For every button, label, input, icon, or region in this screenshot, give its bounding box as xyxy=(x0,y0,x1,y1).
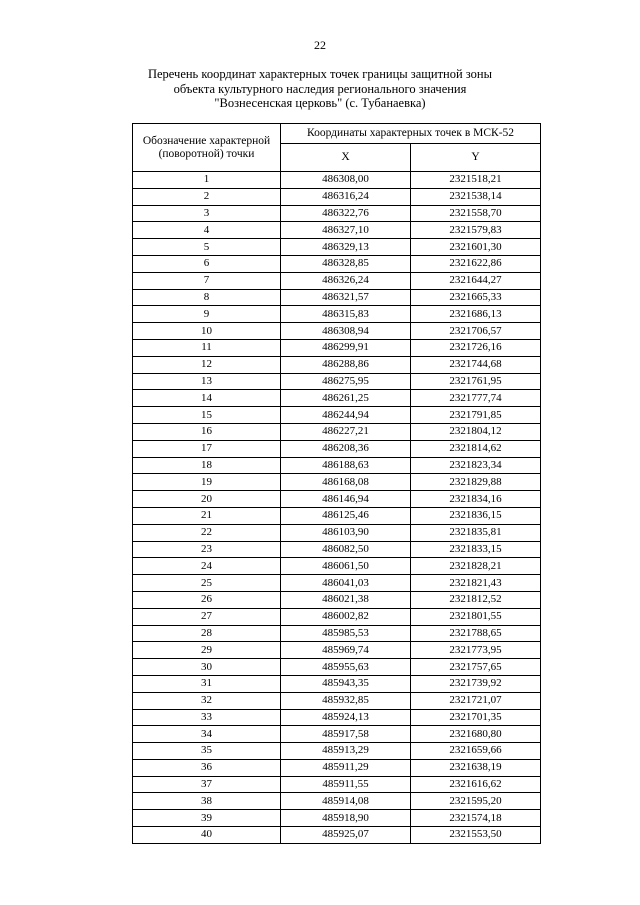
x-coordinate-cell: 486322,76 xyxy=(281,205,411,222)
point-number-cell: 23 xyxy=(133,541,281,558)
y-coordinate-cell: 2321538,14 xyxy=(411,188,541,205)
y-coordinate-cell: 2321777,74 xyxy=(411,390,541,407)
table-row xyxy=(133,222,541,239)
point-number-cell: 2 xyxy=(133,188,281,205)
table-row xyxy=(133,709,541,726)
table-row xyxy=(133,524,541,541)
point-number-cell: 10 xyxy=(133,323,281,340)
table-row xyxy=(133,323,541,340)
title-line-1: Перечень координат характерных точек границы защитной зоны xyxy=(147,67,493,81)
coordinates-table xyxy=(132,123,541,844)
y-coordinate-cell: 2321773,95 xyxy=(411,642,541,659)
y-coordinate-cell: 2321595,20 xyxy=(411,793,541,810)
x-coordinate-cell: 485911,29 xyxy=(281,759,411,776)
point-number-cell: 30 xyxy=(133,659,281,676)
y-coordinate-cell: 2321835,81 xyxy=(411,524,541,541)
y-coordinate-cell: 2321686,13 xyxy=(411,306,541,323)
table-row xyxy=(133,625,541,642)
x-coordinate-cell: 486188,63 xyxy=(281,457,411,474)
point-number-cell: 28 xyxy=(133,625,281,642)
table-row xyxy=(133,205,541,222)
x-coordinate-cell: 486168,08 xyxy=(281,474,411,491)
point-number-cell: 33 xyxy=(133,709,281,726)
table-row xyxy=(133,491,541,508)
x-coordinate-cell: 485924,13 xyxy=(281,709,411,726)
table-row xyxy=(133,642,541,659)
y-coordinate-cell: 2321836,15 xyxy=(411,507,541,524)
table-row xyxy=(133,172,541,189)
x-coordinate-cell: 485985,53 xyxy=(281,625,411,642)
coordinates-group-header: Координаты характерных точек в МСК-52 xyxy=(281,124,541,144)
x-coordinate-cell: 486329,13 xyxy=(281,239,411,256)
y-coordinate-cell: 2321757,65 xyxy=(411,659,541,676)
point-number-cell: 7 xyxy=(133,272,281,289)
x-coordinate-cell: 485932,85 xyxy=(281,692,411,709)
y-coordinate-cell: 2321726,16 xyxy=(411,339,541,356)
x-coordinate-cell: 486326,24 xyxy=(281,272,411,289)
y-coordinate-cell: 2321574,18 xyxy=(411,810,541,827)
x-coordinate-cell: 485914,08 xyxy=(281,793,411,810)
table-row xyxy=(133,474,541,491)
x-coordinate-cell: 486299,91 xyxy=(281,339,411,356)
table-row xyxy=(133,608,541,625)
y-coordinate-cell: 2321579,83 xyxy=(411,222,541,239)
x-coordinate-cell: 485969,74 xyxy=(281,642,411,659)
table-row xyxy=(133,726,541,743)
y-coordinate-cell: 2321788,65 xyxy=(411,625,541,642)
y-coordinate-cell: 2321801,55 xyxy=(411,608,541,625)
table-row xyxy=(133,591,541,608)
y-coordinate-cell: 2321665,33 xyxy=(411,289,541,306)
x-coordinate-cell: 486041,03 xyxy=(281,575,411,592)
table-row xyxy=(133,306,541,323)
table-row xyxy=(133,356,541,373)
y-coordinate-cell: 2321829,88 xyxy=(411,474,541,491)
table-row xyxy=(133,541,541,558)
title-line-3: "Вознесенская церковь" (с. Тубанаевка) xyxy=(214,96,426,110)
y-coordinate-cell: 2321812,52 xyxy=(411,591,541,608)
point-number-cell: 27 xyxy=(133,608,281,625)
table-row xyxy=(133,793,541,810)
x-coordinate-cell: 486328,85 xyxy=(281,255,411,272)
x-coordinate-cell: 486327,10 xyxy=(281,222,411,239)
point-number-cell: 6 xyxy=(133,255,281,272)
table-row xyxy=(133,759,541,776)
y-coordinate-cell: 2321518,21 xyxy=(411,172,541,189)
point-number-cell: 15 xyxy=(133,407,281,424)
x-coordinate-cell: 486103,90 xyxy=(281,524,411,541)
point-number-cell: 38 xyxy=(133,793,281,810)
x-coordinate-cell: 486316,24 xyxy=(281,188,411,205)
point-number-cell: 29 xyxy=(133,642,281,659)
y-coordinate-cell: 2321616,62 xyxy=(411,776,541,793)
point-number-cell: 32 xyxy=(133,692,281,709)
y-coordinate-cell: 2321823,34 xyxy=(411,457,541,474)
point-number-cell: 31 xyxy=(133,675,281,692)
point-number-cell: 21 xyxy=(133,507,281,524)
x-coordinate-cell: 486021,38 xyxy=(281,591,411,608)
y-coordinate-cell: 2321834,16 xyxy=(411,491,541,508)
point-number-cell: 16 xyxy=(133,423,281,440)
x-coordinate-cell: 486208,36 xyxy=(281,440,411,457)
point-number-cell: 22 xyxy=(133,524,281,541)
table-row xyxy=(133,239,541,256)
y-coordinate-cell: 2321721,07 xyxy=(411,692,541,709)
x-coordinate-cell: 486308,00 xyxy=(281,172,411,189)
point-number-cell: 18 xyxy=(133,457,281,474)
table-row xyxy=(133,440,541,457)
y-coordinate-cell: 2321701,35 xyxy=(411,709,541,726)
table-row xyxy=(133,675,541,692)
table-row xyxy=(133,390,541,407)
table-row xyxy=(133,423,541,440)
y-coordinate-cell: 2321814,62 xyxy=(411,440,541,457)
y-coordinate-cell: 2321558,70 xyxy=(411,205,541,222)
point-number-cell: 9 xyxy=(133,306,281,323)
table-row xyxy=(133,339,541,356)
x-coordinate-cell: 485917,58 xyxy=(281,726,411,743)
page-number: 22 xyxy=(314,38,326,52)
y-coordinate-cell: 2321739,92 xyxy=(411,675,541,692)
point-number-cell: 35 xyxy=(133,743,281,760)
point-number-cell: 24 xyxy=(133,558,281,575)
y-coordinate-cell: 2321833,15 xyxy=(411,541,541,558)
point-number-cell: 25 xyxy=(133,575,281,592)
y-column-header: Y xyxy=(411,144,541,172)
point-number-cell: 39 xyxy=(133,810,281,827)
point-number-cell: 36 xyxy=(133,759,281,776)
x-coordinate-cell: 485913,29 xyxy=(281,743,411,760)
y-coordinate-cell: 2321622,86 xyxy=(411,255,541,272)
x-coordinate-cell: 486321,57 xyxy=(281,289,411,306)
x-coordinate-cell: 486082,50 xyxy=(281,541,411,558)
x-coordinate-cell: 485925,07 xyxy=(281,827,411,844)
point-designation-header: Обозначение характерной (поворотной) точки xyxy=(133,124,281,172)
x-coordinate-cell: 486146,94 xyxy=(281,491,411,508)
table-row xyxy=(133,407,541,424)
y-coordinate-cell: 2321553,50 xyxy=(411,827,541,844)
y-coordinate-cell: 2321821,43 xyxy=(411,575,541,592)
x-coordinate-cell: 486308,94 xyxy=(281,323,411,340)
y-coordinate-cell: 2321680,80 xyxy=(411,726,541,743)
point-number-cell: 8 xyxy=(133,289,281,306)
x-coordinate-cell: 486288,86 xyxy=(281,356,411,373)
table-row xyxy=(133,692,541,709)
x-coordinate-cell: 486315,83 xyxy=(281,306,411,323)
y-coordinate-cell: 2321804,12 xyxy=(411,423,541,440)
y-coordinate-cell: 2321659,66 xyxy=(411,743,541,760)
y-coordinate-cell: 2321638,19 xyxy=(411,759,541,776)
table-row xyxy=(133,457,541,474)
table-row xyxy=(133,507,541,524)
x-coordinate-cell: 486244,94 xyxy=(281,407,411,424)
point-number-cell: 3 xyxy=(133,205,281,222)
point-number-cell: 40 xyxy=(133,827,281,844)
point-number-cell: 34 xyxy=(133,726,281,743)
y-coordinate-cell: 2321644,27 xyxy=(411,272,541,289)
table-row xyxy=(133,272,541,289)
point-number-cell: 13 xyxy=(133,373,281,390)
table-row xyxy=(133,575,541,592)
table-row xyxy=(133,289,541,306)
x-coordinate-cell: 485955,63 xyxy=(281,659,411,676)
table-row xyxy=(133,827,541,844)
table-row xyxy=(133,373,541,390)
table-row xyxy=(133,776,541,793)
x-coordinate-cell: 485943,35 xyxy=(281,675,411,692)
x-coordinate-cell: 485918,90 xyxy=(281,810,411,827)
point-number-cell: 37 xyxy=(133,776,281,793)
document-title xyxy=(100,67,540,111)
point-number-cell: 17 xyxy=(133,440,281,457)
table-row xyxy=(133,255,541,272)
point-number-cell: 1 xyxy=(133,172,281,189)
table-row xyxy=(133,810,541,827)
y-coordinate-cell: 2321761,95 xyxy=(411,373,541,390)
x-column-header: X xyxy=(281,144,411,172)
y-coordinate-cell: 2321744,68 xyxy=(411,356,541,373)
x-coordinate-cell: 486061,50 xyxy=(281,558,411,575)
y-coordinate-cell: 2321828,21 xyxy=(411,558,541,575)
point-number-cell: 19 xyxy=(133,474,281,491)
point-number-cell: 20 xyxy=(133,491,281,508)
point-number-cell: 14 xyxy=(133,390,281,407)
point-number-cell: 4 xyxy=(133,222,281,239)
x-coordinate-cell: 486125,46 xyxy=(281,507,411,524)
x-coordinate-cell: 486227,21 xyxy=(281,423,411,440)
point-number-cell: 12 xyxy=(133,356,281,373)
x-coordinate-cell: 486275,95 xyxy=(281,373,411,390)
point-number-cell: 26 xyxy=(133,591,281,608)
table-row xyxy=(133,659,541,676)
point-number-cell: 5 xyxy=(133,239,281,256)
table-row xyxy=(133,558,541,575)
title-line-2: объекта культурного наследия регионального значения xyxy=(173,81,467,96)
y-coordinate-cell: 2321601,30 xyxy=(411,239,541,256)
point-number-cell: 11 xyxy=(133,339,281,356)
y-coordinate-cell: 2321706,57 xyxy=(411,323,541,340)
x-coordinate-cell: 485911,55 xyxy=(281,776,411,793)
table-row xyxy=(133,188,541,205)
x-coordinate-cell: 486002,82 xyxy=(281,608,411,625)
x-coordinate-cell: 486261,25 xyxy=(281,390,411,407)
y-coordinate-cell: 2321791,85 xyxy=(411,407,541,424)
table-row xyxy=(133,743,541,760)
